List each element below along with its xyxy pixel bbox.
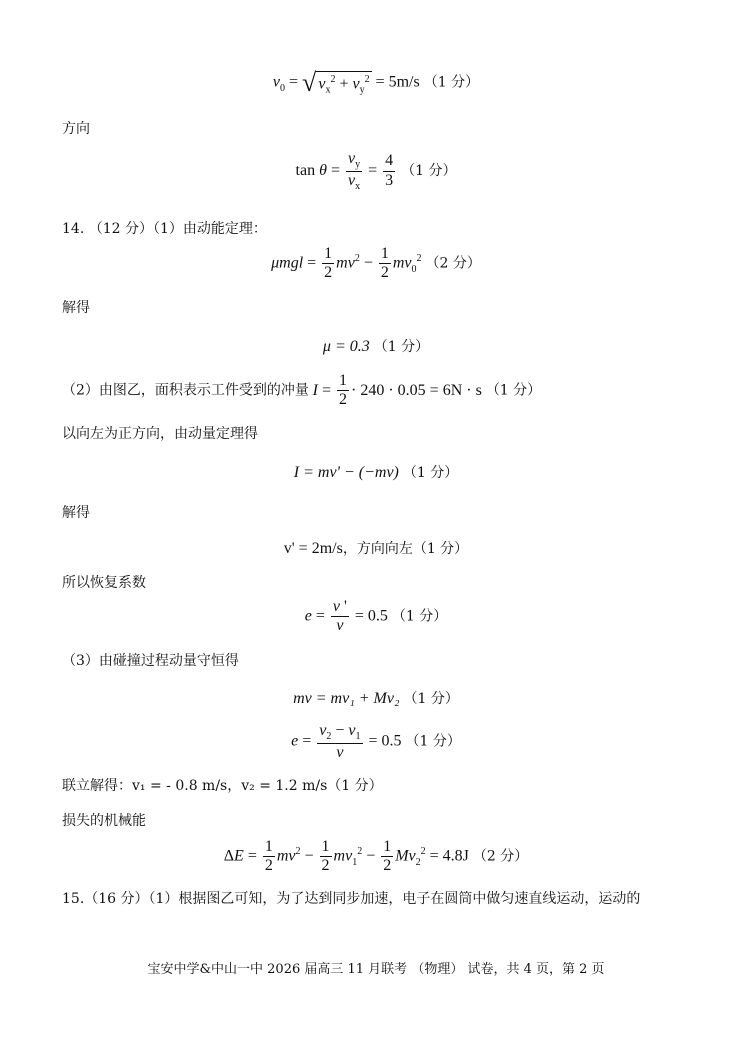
- dE-result: = 4.8J: [429, 847, 469, 865]
- equation-mu: [0, 336, 752, 356]
- impulse-eq: I = mv' − (−mv): [293, 464, 399, 481]
- equation-e: e = $\frac{v '}{v}$ = 0.5 （1 分）: [304, 598, 448, 635]
- page-footer: 宝安中学&中山一中 2026 届高三 11 月联考 （物理） 试卷，共 4 页，第 2 页: [147, 962, 605, 977]
- equation-e2: e = $\frac{v_2 - v_1}{v}$ = 0.5 （1 分）: [291, 722, 461, 761]
- score-impulse: （1 分）: [402, 465, 459, 481]
- impulse-value: · 240 · 0.05 = 6N · s: [351, 381, 482, 399]
- part2-text: （2）由图乙，面积表示工件受到的冲量: [62, 382, 309, 399]
- equation-v0: $v_0$ = √ $v_x^2 + v_y^2 = 5m/s$ （1 分）: [272, 68, 480, 97]
- score-tan: （1 分）: [401, 162, 457, 179]
- sqrt-symbol: √ $v_x^2 + v_y^2$: [302, 68, 370, 97]
- score-energy: （2 分）: [425, 255, 481, 272]
- e-result: = 0.5: [354, 607, 388, 625]
- v0-result: = 5m/s: [375, 73, 420, 91]
- equation-dE: ΔE = $\frac{1}{2}$ $mv^2$ − $\frac{1}{2}$ $mv_1^2$ − $\frac{1}{2}$ $Mv_2^2 = 4.8J$ （2 分）: [223, 838, 529, 875]
- score-e2: （1 分）: [405, 733, 461, 750]
- momentum-eq: mv = mv₁ + Mv₂: [293, 690, 400, 707]
- e2-result: = 0.5: [368, 732, 402, 750]
- score-v0: （1 分）: [423, 74, 480, 91]
- text-joint-solve: 联立解得：v₁ = - 0.8 m/s，v₂ = 1.2 m/s（1 分）: [62, 778, 383, 794]
- text-positive-direction: 以向左为正方向，由动量定理得: [62, 426, 258, 442]
- score-mu: （1 分）: [373, 339, 430, 355]
- text-direction: 方向: [62, 121, 90, 137]
- equation-tan: tan θ = $\frac{v_y}{v_x}$ = $\frac{4}{3}$ （1 分）: [295, 150, 457, 192]
- mu-result: μ = 0.3: [322, 338, 370, 355]
- equation-energy: μmgl = $\frac{1}{2}$ $mv^2$ − $\frac{1}{2}$ $mv_0^2$ （2 分）: [271, 245, 481, 282]
- score-momentum: （1 分）: [403, 691, 459, 707]
- q14-header: 14. （12 分）（1）由动能定理：: [62, 221, 267, 237]
- text-solve-1: 解得: [62, 300, 90, 316]
- score-e: （1 分）: [391, 608, 448, 625]
- text-energy-loss: 损失的机械能: [62, 813, 146, 829]
- text-restitution-intro: 所以恢复系数: [62, 575, 146, 591]
- q15-header: 15.（16 分）（1）根据图乙可知，为了达到同步加速，电子在圆筒中做匀速直线运动，运动的: [62, 891, 641, 907]
- vprime-eq: v' = 2m/s: [283, 540, 343, 557]
- score-part2: （1 分）: [485, 382, 542, 399]
- part2-line: （2）由图乙，面积表示工件受到的冲量 I = $\frac{1}{2}$ · 240 · 0.05 = 6N · s （1 分）: [62, 372, 542, 409]
- vprime-tail: ，方向向左（1 分）: [342, 541, 469, 557]
- text-solve-2: 解得: [62, 505, 90, 521]
- part3-text: （3）由碰撞过程动量守恒得: [62, 653, 239, 669]
- score-dE: （2 分）: [472, 848, 529, 865]
- equation-momentum: [0, 688, 752, 708]
- equation-vprime: [0, 538, 752, 558]
- equation-impulse: [0, 462, 752, 482]
